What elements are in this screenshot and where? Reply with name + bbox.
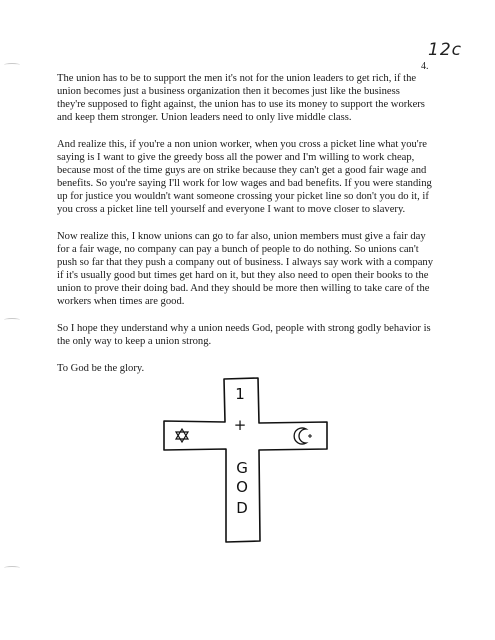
handwritten-page-label: 12c <box>428 40 462 60</box>
text-line: Now realize this, I know unions can go to far also, union members must give a fair day <box>57 231 426 242</box>
paragraph <box>57 72 439 124</box>
star-of-david-icon <box>176 429 188 442</box>
page-number: 4. <box>421 61 429 72</box>
text-line: and keep them stronger. Union leaders need to only live middle class. <box>57 112 352 123</box>
text-line: for a fair wage, no company can pay a bunch of people to do nothing. So unions can't <box>57 244 419 255</box>
text-line: the only way to keep a union strong. <box>57 336 212 347</box>
cross-number-one: 1 <box>235 385 245 403</box>
text-line: union to prove their doing bad. And they should be more then willing to take care of the <box>57 283 430 294</box>
hole-punch-mark <box>4 318 20 322</box>
hole-punch-mark <box>4 566 20 570</box>
crescent-star-icon <box>294 428 312 444</box>
hole-punch-mark <box>4 63 20 67</box>
text-line: benefits. So you're saying I'll work for low wages and bad benefits. If you were standing <box>57 178 432 189</box>
text-line: And realize this, if you're a non union worker, when you cross a picket line what you're <box>57 139 427 150</box>
text-line: up for justice you wouldn't want someone crossing your picket line so don't you do it, if <box>57 191 429 202</box>
text-line: push so far that they push a company out of business. I always say work with a company <box>57 257 434 268</box>
text-line: To God be the glory. <box>57 363 145 374</box>
text-line: The union has to be to support the men it's not for the union leaders to get rich, if the <box>57 73 417 84</box>
cross-letter: O <box>236 478 248 496</box>
paragraph <box>57 362 439 375</box>
text-line: So I hope they understand why a union needs God, people with strong godly behavior is <box>57 323 431 334</box>
cross-plus-sign: + <box>233 416 247 434</box>
text-line: workers when times are good. <box>57 296 185 307</box>
cross-letter: D <box>236 499 248 517</box>
text-line: if it's usually good but times get hard on it, but they also need to open their books to the <box>57 270 429 281</box>
document-body <box>57 72 439 389</box>
text-line: union becomes just a business organization then it becomes just like the business <box>57 86 400 97</box>
hand-drawn-cross <box>160 376 350 546</box>
paragraph <box>57 138 439 216</box>
text-line: you cross a picket line tell yourself and everyone I want to move closer to slavery. <box>57 204 406 215</box>
text-line: they're supposed to fight against, the union has to use its money to support the workers <box>57 99 425 110</box>
text-line: because most of the time guys are on strike because they can't get a good fair wage and <box>57 165 427 176</box>
paragraph <box>57 230 439 308</box>
cross-letter: G <box>236 459 248 477</box>
paragraph <box>57 322 439 348</box>
text-line: saying is I want to give the greedy boss all the power and I'm willing to work cheap, <box>57 152 415 163</box>
